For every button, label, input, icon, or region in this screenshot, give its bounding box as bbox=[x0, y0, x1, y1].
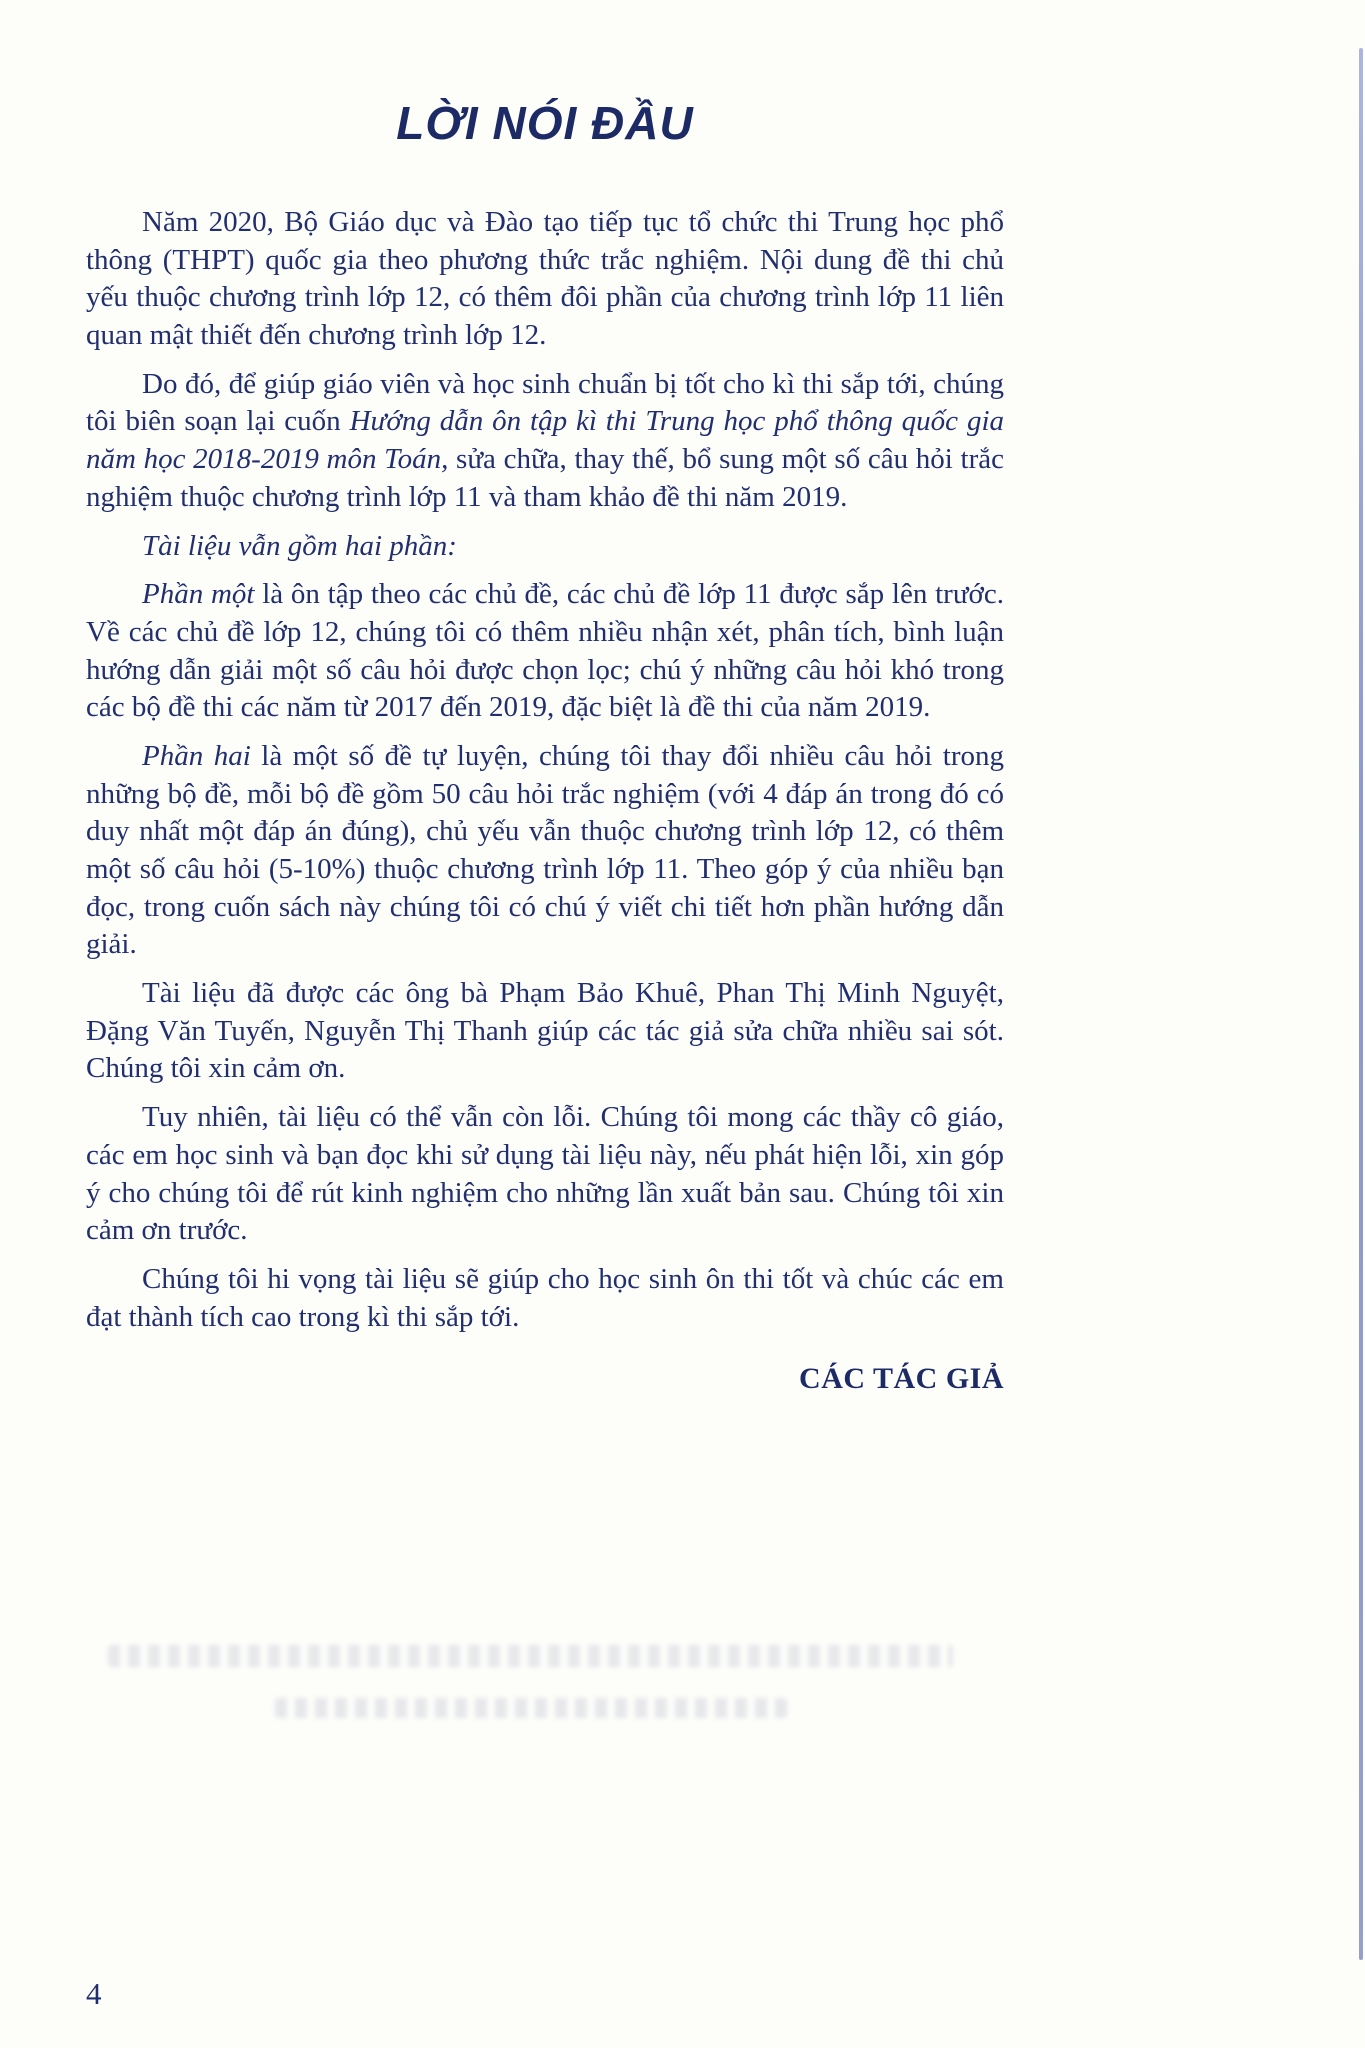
part-one-label: Phần một bbox=[142, 578, 255, 611]
paragraph-part-one-text: là ôn tập theo các chủ đề, các chủ đề lớp 11 được sắp lên trước. Về các chủ đề lớp 12, chúng tôi có thêm nhiều nhận xét, phân tích, bình luận hướng dẫn giải một số câu hỏi được chọn lọc; chú ý những câu hỏi khó trong các bộ đề thi các năm từ 2017 đến 2019, đặc biệt là đề thi của năm 2019. bbox=[86, 578, 1004, 724]
paragraph-acknowledgements-text: Tài liệu đã được các ông bà Phạm Bảo Khuê, Phan Thị Minh Nguyệt, Đặng Văn Tuyến, Nguyễn Thị Thanh giúp các tác giả sửa chữa nhiều sai sót. Chúng tôi xin cảm ơn. bbox=[86, 977, 1004, 1085]
paragraph-book-reference-text-a: Do đó, để giúp giáo viên và học sinh chuẩn bị tốt cho kì thi sắp tới, chúng tôi biên soạn lại cuốn bbox=[86, 367, 1004, 438]
authors-signature: CÁC TÁC GIẢ bbox=[799, 1362, 1004, 1396]
paragraph-intro-text: Năm 2020, Bộ Giáo dục và Đào tạo tiếp tục tổ chức thi Trung học phổ thông (THPT) quốc gia theo phương thức trắc nghiệm. Nội dung đề thi chủ yếu thuộc chương trình lớp 12, có thêm đôi phần của chương trình lớp 11 liên quan mật thiết đến chương trình lớp 12. bbox=[86, 206, 1004, 352]
paragraph-errata-request bbox=[86, 1099, 1004, 1250]
paragraph-closing-wish bbox=[86, 1261, 1004, 1336]
part-two-label: Phần hai bbox=[142, 739, 251, 772]
paragraph-book-reference bbox=[86, 366, 1004, 517]
paragraph-part-one bbox=[86, 576, 1004, 727]
page-content bbox=[86, 0, 1004, 1396]
paragraph-two-parts-note bbox=[86, 528, 1004, 566]
scan-edge-artifact bbox=[1359, 48, 1363, 1960]
referenced-book-title: Hướng dẫn ôn tập kì thi Trung học phổ thông quốc gia năm học 2018-2019 môn Toán, bbox=[86, 405, 1005, 476]
paragraph-acknowledgements bbox=[86, 975, 1004, 1088]
page-number: 4 bbox=[86, 1976, 102, 2011]
paragraph-intro bbox=[86, 204, 1004, 355]
paragraph-book-reference-text-b: sửa chữa, thay thế, bổ sung một số câu hỏi trắc nghiệm thuộc chương trình lớp 11 và tham khảo đề thi năm 2019. bbox=[86, 443, 1004, 513]
paragraph-part-two-text: là một số đề tự luyện, chúng tôi thay đổi nhiều câu hỏi trong những bộ đề, mỗi bộ đề gồm 50 câu hỏi trắc nghiệm (với 4 đáp án trong đó có duy nhất một đáp án đúng), chủ yếu vẫn thuộc chương trình lớp 12, có thêm một số câu hỏi (5-10%) thuộc chương trình lớp 11. Theo góp ý của nhiều bạn đọc, trong cuốn sách này chúng tôi có chú ý viết chi tiết hơn phần hướng dẫn giải. bbox=[86, 739, 1004, 961]
page-title: LỜI NÓI ĐẦU bbox=[396, 97, 694, 149]
paragraph-closing-wish-text: Chúng tôi hi vọng tài liệu sẽ giúp cho học sinh ôn thi tốt và chúc các em đạt thành tích cao trong kì thi sắp tới. bbox=[86, 1262, 1004, 1333]
print-bleed-artifact bbox=[275, 1698, 787, 1718]
print-bleed-artifact bbox=[108, 1645, 953, 1667]
paragraph-two-parts-note-text: Tài liệu vẫn gồm hai phần: bbox=[142, 529, 457, 562]
paragraph-part-two bbox=[86, 738, 1004, 964]
paragraph-errata-request-text: Tuy nhiên, tài liệu có thể vẫn còn lỗi. Chúng tôi mong các thầy cô giáo, các em học sinh và bạn đọc khi sử dụng tài liệu này, nếu phát hiện lỗi, xin góp ý cho chúng tôi để rút kinh nghiệm cho những lần xuất bản sau. Chúng tôi xin cảm ơn trước. bbox=[86, 1101, 1004, 1247]
